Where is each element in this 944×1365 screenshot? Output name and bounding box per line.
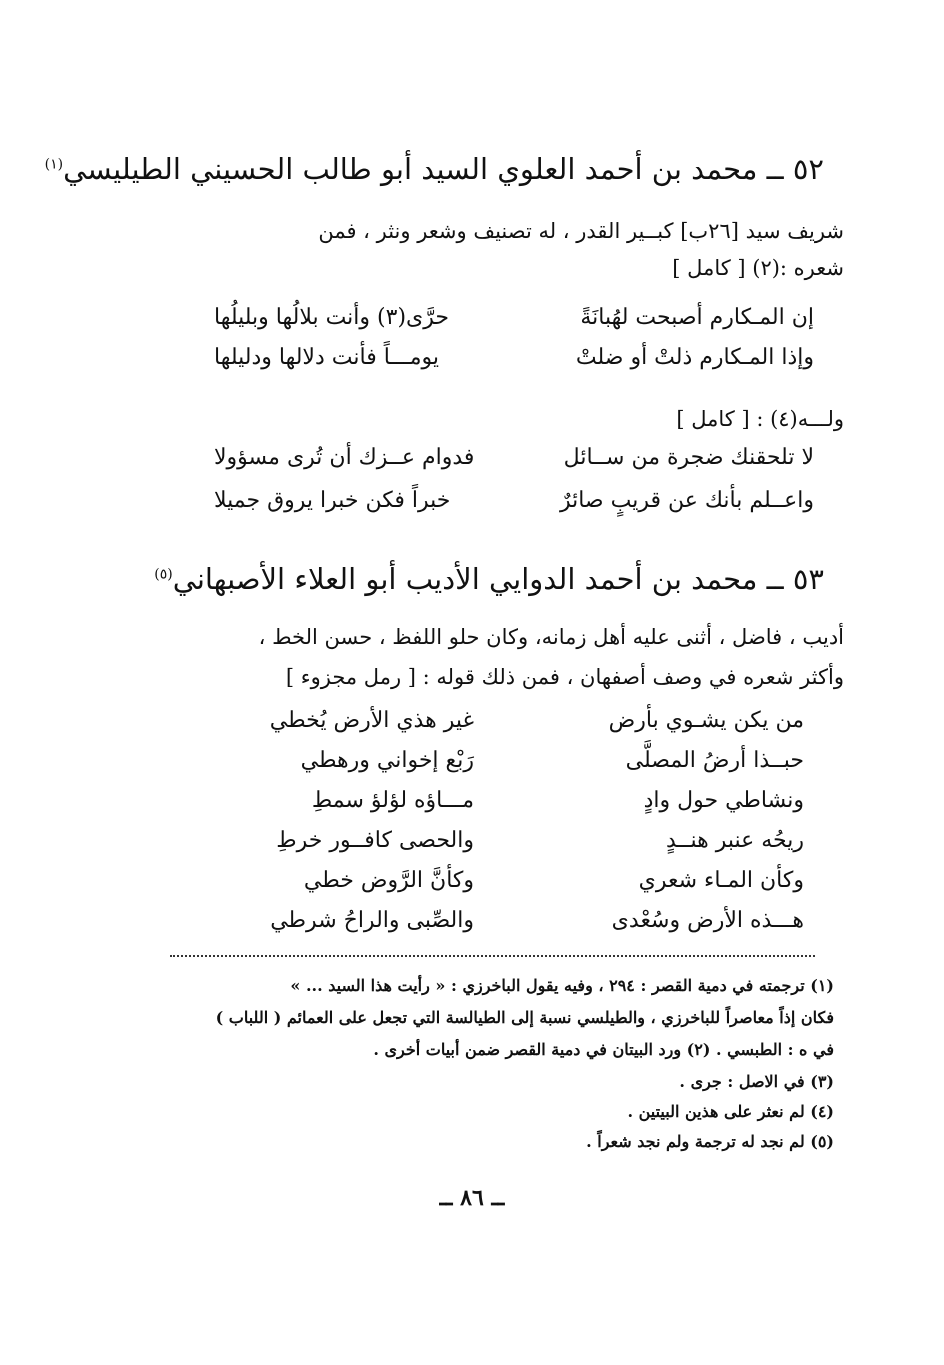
entry-53-heading (104, 562, 824, 596)
verse-first-hemistich: وكأن المـاء شعري (638, 868, 804, 893)
poem-3-verse (244, 748, 804, 788)
footnote-line: (٥) لم نجد له ترجمة ولم نجد شعراً . (586, 1132, 834, 1151)
poem-2-verse (214, 445, 814, 485)
entry-52-heading-note: (١) (44, 156, 64, 173)
entry-52-heading (44, 152, 824, 186)
footnote-line: (٣) في الاصل : جرى . (679, 1072, 834, 1091)
verse-second-hemistich: غير هذي الأرض يُخطي (269, 708, 474, 733)
footnote-line: (١) ترجمته في دمية القصر : ٢٩٤ ، وفيه يقول الباخرزي : « رأيت هذا السيد ... » (290, 976, 834, 995)
verse-second-hemistich: مـــاؤه لؤلؤ سمطِ (311, 788, 474, 813)
footnote-separator (170, 955, 815, 957)
entry-53-heading-note: (٥) (154, 566, 173, 583)
verse-first-hemistich: هـــذه الأرض وسُعْدى (611, 908, 804, 933)
verse-first-hemistich: واعــلم بأنك عن قريبٍ صائرٌ (559, 488, 814, 513)
entry-53-heading-text: ٥٣ ــ محمد بن أحمد الدوايي الأديب أبو العلاء الأصبهاني (172, 562, 824, 596)
verse-second-hemistich: وكأنَّ الرَّوض خطي (303, 868, 474, 893)
verse-second-hemistich: خبراً فكن خبرا يروق جميلا (214, 488, 451, 513)
footnote-line: في ه : الطبسي . (٢) ورد البيتان في دمية القصر ضمن أبيات أخرى . (373, 1040, 834, 1059)
verse-second-hemistich: والصِّبى والراحُ شرطي (270, 908, 474, 933)
page-number: ــ ٨٦ ــ (439, 1185, 505, 1211)
verse-first-hemistich: لا تلحقنك ضجرة من ســائل (563, 445, 814, 470)
verse-second-hemistich: حرَّى(٣) وأنت بلالُها وبليلُها (214, 305, 449, 330)
footnote-line: (٤) لم نعثر على هذين البيتين . (627, 1102, 834, 1121)
poem-3-verse (244, 788, 804, 828)
verse-second-hemistich: يومـــاً فأنت دلالها ودليلها (214, 345, 440, 370)
verse-first-hemistich: ريحُه عنبر هنــدٍ (666, 828, 804, 853)
verse-second-hemistich: فدوام عــزك أن تُرى مسؤولا (214, 445, 475, 470)
entry-53-intro-line-1: أديب ، فاضل ، أثنى عليه أهل زمانه، وكان حلو اللفظ ، حسن الخط ، (258, 625, 844, 649)
verse-first-hemistich: من يكن يشـوي بأرض (608, 708, 804, 733)
poem-3-verse (244, 868, 804, 908)
poem-3-verse (244, 828, 804, 868)
entry-52-intro-line-1: شريف سيد [٢٦ب] كبــير القدر ، له تصنيف وشعر ونثر ، فمن (318, 219, 844, 243)
entry-52-intro-line-2: شعره :(٢) [ كامل ] (672, 256, 844, 280)
verse-first-hemistich: وإذا المـكارم ذلتْ أو ضلتْ (575, 345, 814, 370)
verse-first-hemistich: حبــذا أرضُ المصلَّى (625, 748, 804, 773)
poem-1-verse (214, 345, 814, 385)
entry-52-heading-text: ٥٢ ــ محمد بن أحمد العلوي السيد أبو طالب الحسيني الطيليسي (63, 152, 824, 186)
verse-second-hemistich: رَبْع إخواني ورهطي (300, 748, 474, 773)
verse-first-hemistich: إن المـكارم أصبحت لهُبانَةً (580, 305, 814, 330)
verse-second-hemistich: والحصى كافــور خرطِ (276, 828, 474, 853)
entry-53-intro-line-2: وأكثر شعره في وصف أصفهان ، فمن ذلك قوله : [ رمل مجزوء ] (285, 665, 844, 689)
poem-2-intro: ولـــه(٤) : [ كامل ] (676, 407, 844, 431)
poem-2-verse (214, 488, 814, 528)
poem-3-verse (244, 908, 804, 948)
verse-first-hemistich: ونشاطي حول وادٍ (643, 788, 804, 813)
poem-1-verse (214, 305, 814, 345)
footnote-line: فكان إذاً معاصراً للباخرزي ، والطيلسي نسبة إلى الطيالسة التي تجعل على العمائم ( اللباب ) (215, 1008, 834, 1027)
poem-3-verse (244, 708, 804, 748)
